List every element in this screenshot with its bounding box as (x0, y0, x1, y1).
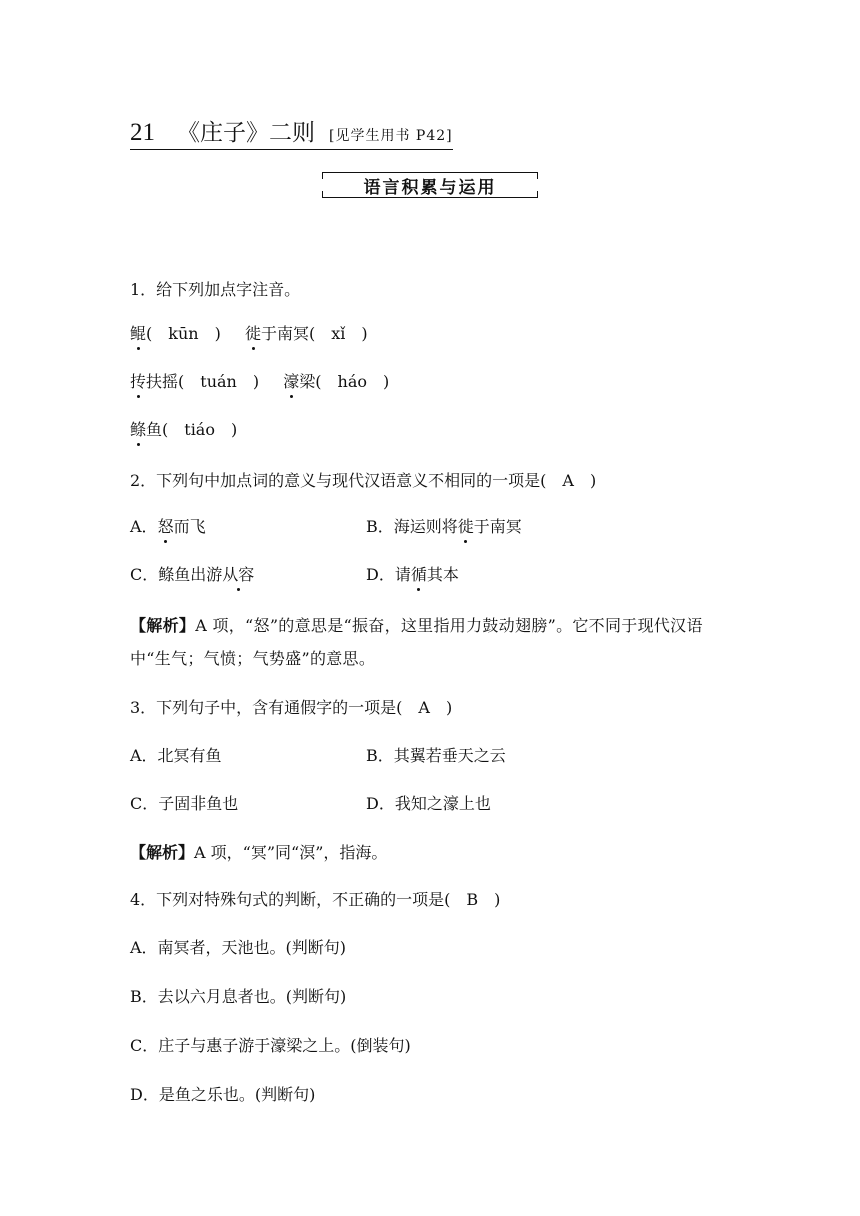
lesson-number: 21 (130, 119, 155, 146)
question-1-row-2 (130, 372, 389, 392)
question-2-prompt: 2．下列句中加点词的意义与现代汉语意义不相同的一项是( A ) (130, 471, 597, 490)
question-3-option-b: B．其翼若垂天之云 (366, 746, 506, 765)
dotted-char: 濠 (283, 372, 300, 391)
question-3-prompt: 3．下列句子中，含有通假字的一项是( A ) (130, 698, 453, 717)
question-3-option-c: C．子固非鱼也 (130, 794, 239, 813)
pinyin-answer: 扶摇( tuán ) (146, 372, 260, 391)
analysis-label: 【解析】 (130, 843, 195, 862)
pinyin-answer: 梁( háo ) (299, 372, 390, 391)
question-2-option-d: D．请循其本 (366, 565, 459, 584)
section-heading (322, 172, 538, 198)
dotted-char: 徙 (245, 324, 262, 343)
question-1-prompt: 1．给下列加点字注音。 (130, 280, 301, 299)
pinyin-answer: ( kūn ) (146, 324, 221, 343)
pinyin-answer: 于南冥( xǐ ) (261, 324, 368, 343)
analysis-label: 【解析】 (130, 616, 196, 635)
question-4-option-d: D．是鱼之乐也。(判断句) (130, 1085, 316, 1104)
question-2-analysis (130, 609, 740, 675)
section-heading-text: 语言积累与运用 (363, 177, 497, 198)
analysis-text: A 项，“冥”同“溟”，指海。 (194, 843, 388, 862)
question-3-option-d: D．我知之濠上也 (366, 794, 491, 813)
question-4-prompt: 4．下列对特殊句式的判断，不正确的一项是( B ) (130, 890, 501, 909)
dotted-char: 鲲 (130, 324, 147, 343)
question-2-option-b: B．海运则将徙于南冥 (366, 517, 522, 536)
lesson-title (130, 114, 453, 150)
question-4-option-b: B．去以六月息者也。(判断句) (130, 987, 347, 1006)
pinyin-answer: 鱼( tiáo ) (146, 420, 238, 439)
question-2-option-c: C．鲦鱼出游从容 (130, 565, 255, 584)
question-3-analysis (130, 843, 387, 863)
question-1-row-3 (130, 420, 237, 440)
question-3-option-a: A．北冥有鱼 (130, 746, 222, 765)
question-4-option-a: A．南冥者，天池也。(判断句) (130, 938, 347, 957)
question-1-row-1 (130, 324, 368, 344)
question-4-option-c: C．庄子与惠子游于濠梁之上。(倒装句) (130, 1036, 411, 1055)
dotted-char: 鲦 (130, 420, 147, 439)
question-2-option-a: A．怒而飞 (130, 517, 206, 536)
analysis-text: A 项，“怒”的意思是“振奋，这里指用力鼓动翅膀”。它不同于现代汉语中“生气；气愤；气势盛”的意思。 (130, 616, 703, 668)
textbook-reference: [见学生用书 P42] (329, 128, 453, 144)
dotted-char: 抟 (130, 372, 147, 391)
lesson-name: 《庄子》二则 (177, 120, 315, 146)
